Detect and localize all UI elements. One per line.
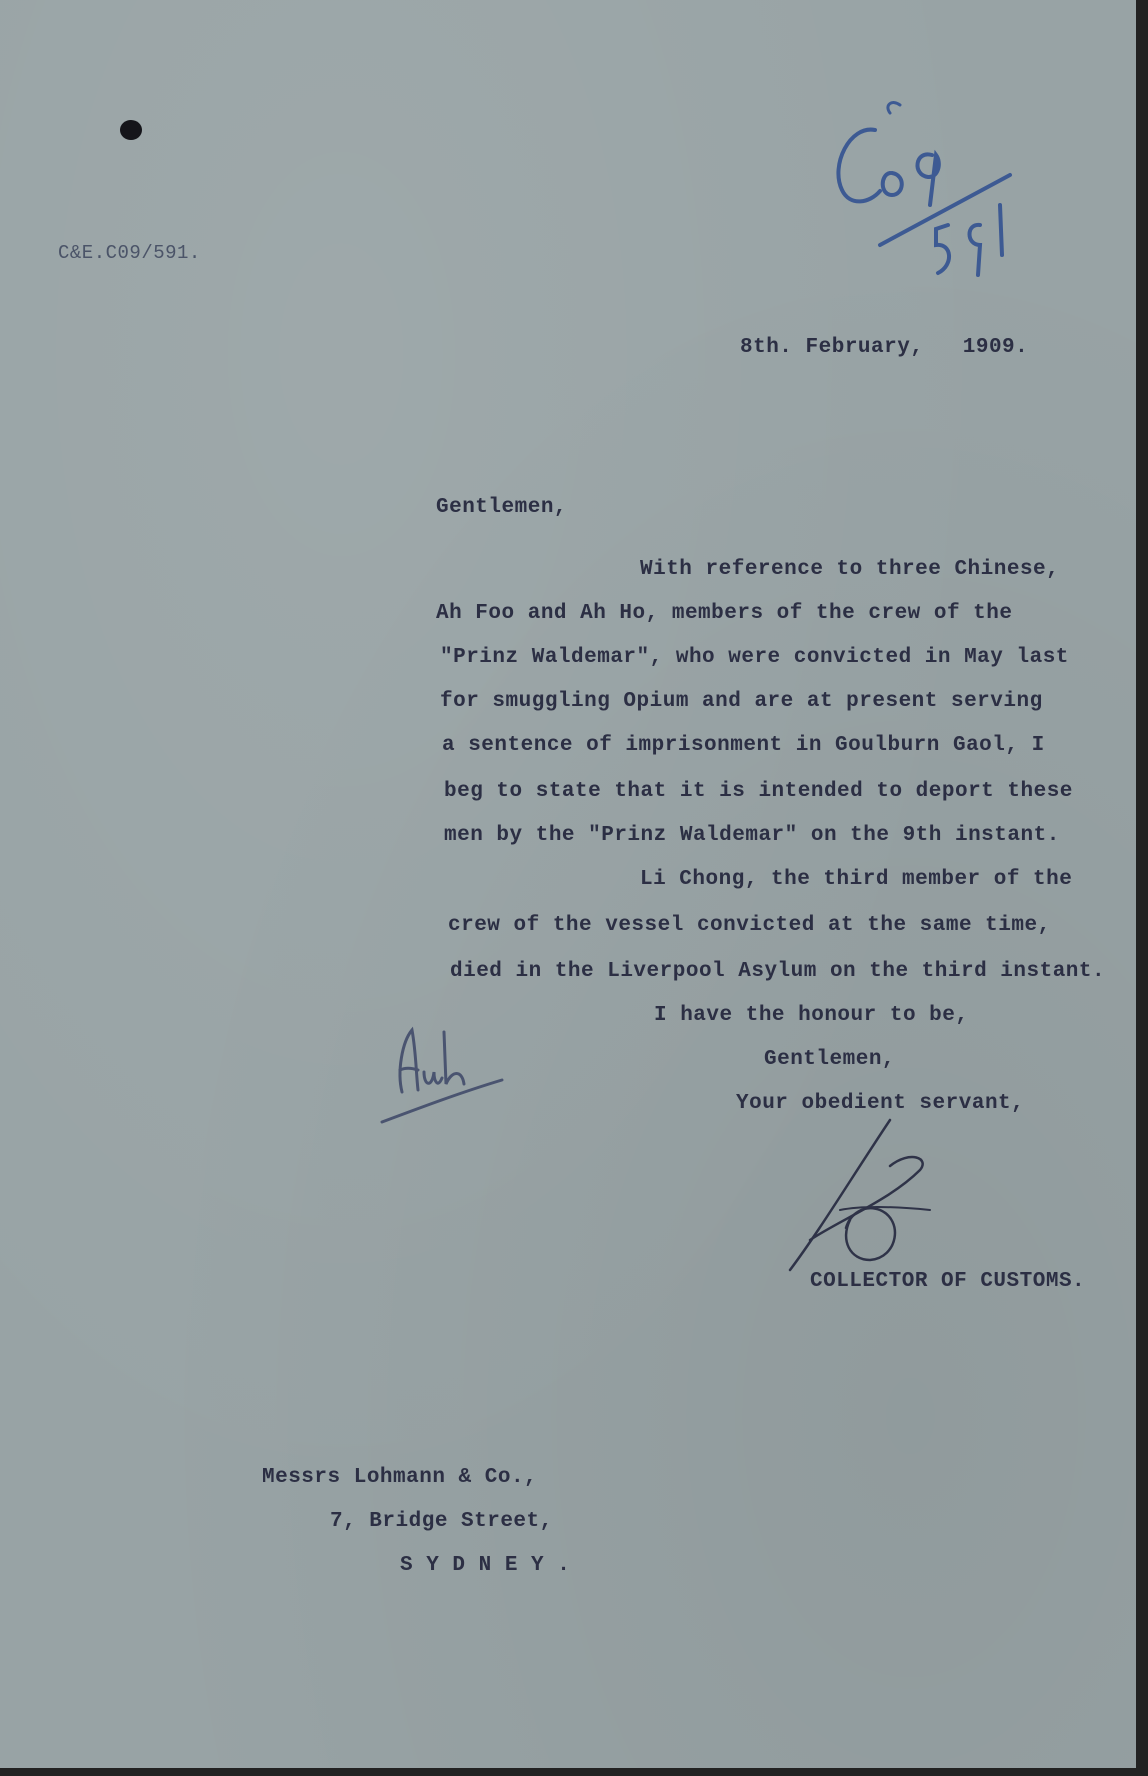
address-line: S Y D N E Y .	[400, 1554, 571, 1577]
body-line: beg to state that it is intended to deport these	[444, 780, 1073, 803]
scan-border-bottom	[0, 1768, 1148, 1776]
address-line: Messrs Lohmann & Co.,	[262, 1466, 538, 1489]
file-reference: C&E.C09/591.	[58, 242, 201, 264]
body-line: died in the Liverpool Asylum on the third instant.	[450, 960, 1106, 983]
signatory-title: COLLECTOR OF CUSTOMS.	[810, 1270, 1086, 1293]
signature	[780, 1110, 980, 1280]
handwritten-initials	[372, 1012, 512, 1132]
body-line: a sentence of imprisonment in Goulburn Gaol, I	[442, 734, 1045, 757]
punch-hole	[120, 120, 142, 140]
letter-date: 8th. February, 1909.	[740, 336, 1029, 359]
body-line: Li Chong, the third member of the	[640, 868, 1073, 891]
closing-line: Gentlemen,	[764, 1048, 896, 1071]
scan-border-right	[1136, 0, 1148, 1776]
address-line: 7, Bridge Street,	[330, 1510, 553, 1533]
closing-line: I have the honour to be,	[654, 1004, 969, 1027]
handwritten-file-number	[820, 95, 1040, 295]
body-line: men by the "Prinz Waldemar" on the 9th instant.	[444, 824, 1060, 847]
body-line: crew of the vessel convicted at the same time,	[448, 914, 1051, 937]
body-line: for smuggling Opium and are at present serving	[440, 690, 1043, 713]
salutation: Gentlemen,	[436, 496, 568, 519]
body-line: With reference to three Chinese,	[640, 558, 1060, 581]
body-line: "Prinz Waldemar", who were convicted in May last	[440, 646, 1069, 669]
body-line: Ah Foo and Ah Ho, members of the crew of the	[436, 602, 1013, 625]
closing-line: Your obedient servant,	[736, 1092, 1025, 1115]
